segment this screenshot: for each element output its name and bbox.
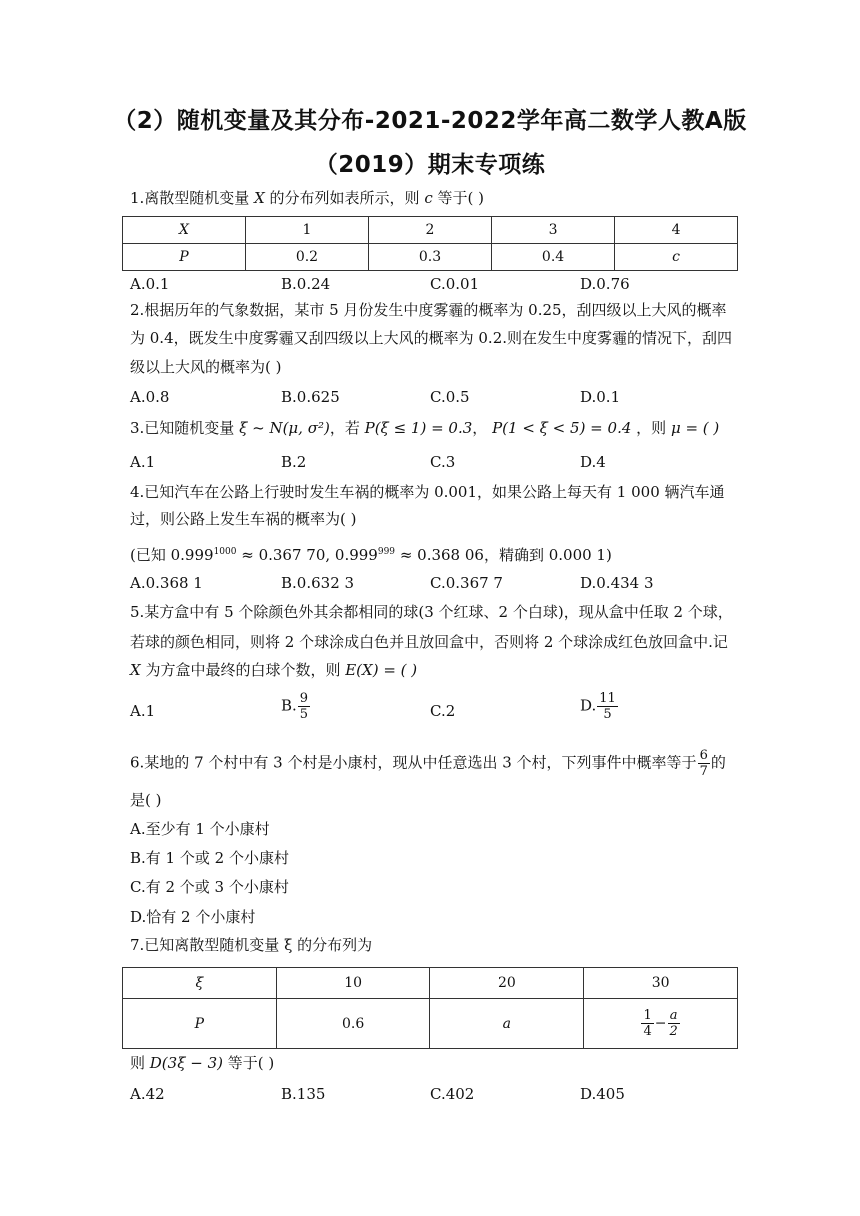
question-3-stem: 3.已知随机变量 ξ ~ N(μ, σ²)，若 P(ξ ≤ 1) = 0.3， P(1 < ξ < 5) = 0.4 ，则 μ = ( )	[130, 419, 720, 437]
table-cell: 0.6	[276, 999, 430, 1049]
option-b: B.2	[281, 453, 307, 471]
question-6-line-1: 6.某地的 7 个村中有 3 个村是小康村，现从中任意选出 3 个村，下列事件中概率等于 $\frac{6}{7}$ 的	[130, 748, 726, 779]
fraction: $\frac{9}{5}$	[299, 691, 309, 722]
option-c: C.3	[430, 453, 456, 471]
question-2-line-3: 级以上大风的概率为( )	[130, 358, 282, 376]
option-c: C.402	[430, 1085, 475, 1103]
question-7-options	[130, 1084, 750, 1104]
option-d: D.405	[580, 1085, 625, 1103]
title-line-1: （2）随机变量及其分布-2021-2022学年高二数学人教A版	[113, 108, 747, 134]
question-1-options	[130, 274, 750, 294]
option-c: C.0.367 7	[430, 574, 503, 592]
question-7-table	[122, 967, 738, 1049]
option-b: B.0.632 3	[281, 574, 355, 592]
table-cell: 30	[584, 968, 738, 999]
option-d: D. $\frac{11}{5}$	[580, 691, 616, 722]
question-5-line-1: 5.某方盒中有 5 个除颜色外其余都相同的球(3 个红球、2 个白球)，现从盒中任取 2 个球，	[130, 603, 733, 621]
option-d: D.4	[580, 453, 606, 471]
formula: P(1 < ξ < 5) = 0.4	[492, 419, 632, 437]
question-7-stem: 7.已知离散型随机变量 ξ 的分布列为	[130, 936, 373, 954]
table-cell: 2	[368, 217, 491, 244]
question-2-line-1: 2.根据历年的气象数据，某市 5 月份发生中度雾霾的概率为 0.25，刮四级以上大风的概率	[130, 301, 727, 319]
question-5-line-3: X 为方盒中最终的白球个数，则 E(X) = ( )	[130, 661, 418, 679]
formula: E(X) = ( )	[345, 661, 418, 679]
question-2-options	[130, 387, 750, 407]
question-1-table	[122, 216, 738, 271]
formula: D(3ξ − 3)	[149, 1054, 223, 1072]
option-d: D.0.1	[580, 388, 621, 406]
question-6-option-a: A.至少有 1 个小康村	[130, 820, 270, 838]
question-7-ask: 则 D(3ξ − 3) 等于( )	[130, 1054, 275, 1072]
option-c: C.2	[430, 702, 456, 720]
question-3-options	[130, 452, 750, 472]
table-cell: $\frac{1}{4}$ − $\frac{a}{2}$	[584, 999, 738, 1049]
table-cell: P	[123, 999, 277, 1049]
table-cell: 0.3	[368, 244, 491, 271]
question-5-options	[130, 691, 750, 736]
table-cell: a	[430, 999, 584, 1049]
option-a: A.0.8	[130, 388, 170, 406]
table-cell: c	[615, 244, 738, 271]
table-cell: 1	[245, 217, 368, 244]
fraction: $\frac{11}{5}$	[599, 691, 616, 722]
fraction: $\frac{a}{2}$	[669, 1008, 678, 1039]
option-a: A.0.368 1	[130, 574, 203, 592]
option-a: A.1	[130, 453, 156, 471]
option-b: B.0.24	[281, 275, 331, 293]
question-6-line-2: 是( )	[130, 791, 162, 809]
table-cell: 20	[430, 968, 584, 999]
table-cell: 10	[276, 968, 430, 999]
question-6-option-c: C.有 2 个或 3 个小康村	[130, 878, 289, 896]
formula: ξ ~ N(μ, σ²)	[239, 419, 330, 437]
fraction: $\frac{1}{4}$	[643, 1008, 652, 1039]
table-cell: P	[123, 244, 246, 271]
title-line-2: （2019）期末专项练	[314, 152, 546, 178]
option-b: B.0.625	[281, 388, 340, 406]
question-4-line-2: 过，则公路上发生车祸的概率为( )	[130, 510, 357, 528]
table-cell: ξ	[123, 968, 277, 999]
option-a: A.1	[130, 702, 156, 720]
question-4-hint: (已知 $0.999^{1000} \approx 0.367$ 70, $0.999^{999} \approx 0.368$ 06，精确到 0.000 1)	[130, 546, 612, 564]
table-cell: 3	[492, 217, 615, 244]
question-6-option-b: B.有 1 个或 2 个小康村	[130, 849, 289, 867]
question-4-options	[130, 573, 750, 593]
option-d: D.0.76	[580, 275, 630, 293]
question-6-option-d: D.恰有 2 个小康村	[130, 908, 256, 926]
table-cell: 0.4	[492, 244, 615, 271]
question-5-line-2: 若球的颜色相同，则将 2 个球涂成白色并且放回盒中，否则将 2 个球涂成红色放回盒中.记	[130, 633, 728, 651]
formula: μ = ( )	[670, 419, 720, 437]
option-a: A.42	[130, 1085, 165, 1103]
question-2-line-2: 为 0.4，既发生中度雾霾又刮四级以上大风的概率为 0.2.则在发生中度雾霾的情况下，刮四	[130, 329, 733, 347]
question-1-stem: 1.离散型随机变量 X 的分布列如表所示，则 c 等于( )	[130, 189, 484, 207]
option-a: A.0.1	[130, 275, 170, 293]
option-c: C.0.5	[430, 388, 470, 406]
option-c: C.0.01	[430, 275, 480, 293]
question-4-line-1: 4.已知汽车在公路上行驶时发生车祸的概率为 0.001，如果公路上每天有 1 000 辆汽车通	[130, 483, 725, 501]
formula: P(ξ ≤ 1) = 0.3	[364, 419, 473, 437]
table-cell: X	[123, 217, 246, 244]
option-b: B. $\frac{9}{5}$	[281, 691, 309, 722]
table-cell: 0.2	[245, 244, 368, 271]
table-cell: 4	[615, 217, 738, 244]
option-d: D.0.434 3	[580, 574, 654, 592]
fraction: $\frac{6}{7}$	[699, 748, 708, 779]
option-b: B.135	[281, 1085, 326, 1103]
